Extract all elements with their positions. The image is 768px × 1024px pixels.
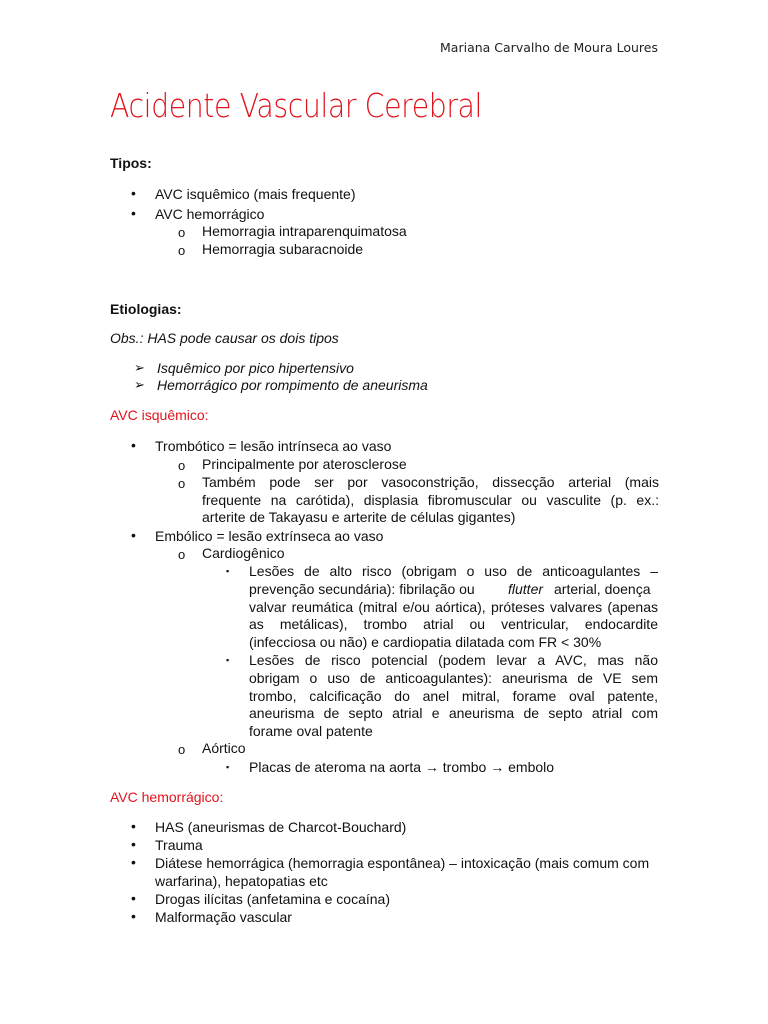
bullet-icon: • — [131, 437, 136, 453]
list-subsubitem-line: aneurisma de septo atrial e aneurisma de septo atrial com — [249, 705, 658, 721]
hemorragico-heading: AVC hemorrágico: — [110, 789, 224, 805]
arrow-bullet-icon: ➢ — [134, 377, 145, 392]
list-subitem-line: arterite de Takayasu e arterite de células gigantes) — [202, 509, 516, 525]
list-subsubitem-line: trombo, calcificação do anel mitral, forame oval patente, — [249, 688, 658, 704]
bullet-icon: • — [131, 890, 136, 906]
circle-bullet-icon: o — [178, 742, 186, 757]
bullet-icon: • — [131, 527, 136, 543]
list-subsubitem: Placas de ateroma na aorta → trombo → embolo — [249, 759, 555, 775]
square-bullet-icon: ▪ — [226, 566, 230, 576]
etiologias-heading: Etiologias: — [110, 301, 182, 317]
list-subitem: Hemorragia intraparenquimatosa — [202, 223, 407, 239]
list-item: Diátese hemorrágica (hemorragia espontânea) – intoxicação (mais comum com — [155, 855, 650, 871]
list-item: Embólico = lesão extrínseca ao vaso — [155, 528, 384, 544]
arrow-bullet-icon: ➢ — [134, 360, 145, 375]
obs-note: Obs.: HAS pode causar os dois tipos — [110, 330, 339, 346]
list-subsubitem-line: forame oval patente — [249, 723, 373, 739]
list-subitem-line: Também pode ser por vasoconstrição, dissecção arterial (mais — [202, 474, 659, 490]
list-subsubitem-line: obrigam o uso de anticoagulantes): aneurisma de VE sem — [249, 670, 658, 686]
circle-bullet-icon: o — [178, 547, 186, 562]
isquemico-heading: AVC isquêmico: — [110, 407, 209, 423]
tipos-heading: Tipos: — [110, 155, 152, 171]
circle-bullet-icon: o — [178, 225, 186, 240]
list-subsubitem-line: prevenção secundária): fibrilação ou — [249, 581, 475, 597]
bullet-icon: • — [131, 836, 136, 852]
square-bullet-icon: ▪ — [226, 655, 230, 665]
square-bullet-icon: ▪ — [226, 762, 230, 772]
flutter-term: flutter — [508, 581, 544, 597]
arrow-item: Isquêmico por pico hipertensivo — [157, 360, 354, 376]
list-item: Trauma — [155, 837, 203, 853]
list-subsubitem-line: valvar reumática (mitral e/ou aórtica), próteses valvares (apenas — [249, 599, 658, 615]
list-item: HAS (aneurismas de Charcot-Bouchard) — [155, 819, 407, 835]
list-subsubitem-line: Lesões de risco potencial (podem levar a AVC, mas não — [249, 652, 658, 668]
page-title: Acidente Vascular Cerebral — [110, 86, 482, 125]
bullet-icon: • — [131, 205, 136, 221]
list-subsubitem-line: arterial, doença — [554, 581, 651, 597]
list-item: AVC hemorrágico — [155, 206, 265, 222]
list-item-continuation: warfarina), hepatopatias etc — [155, 873, 328, 889]
list-subitem: Hemorragia subaracnoide — [202, 241, 364, 257]
circle-bullet-icon: o — [178, 458, 186, 473]
bullet-icon: • — [131, 908, 136, 924]
arrow-item: Hemorrágico por rompimento de aneurisma — [157, 377, 428, 393]
circle-bullet-icon: o — [178, 476, 186, 491]
list-subsubitem-line: as metálicas), trombo atrial ou ventricular, endocardite — [249, 616, 658, 632]
list-item: Malformação vascular — [155, 909, 292, 925]
list-item: AVC isquêmico (mais frequente) — [155, 186, 356, 202]
bullet-icon: • — [131, 854, 136, 870]
bullet-icon: • — [131, 185, 136, 201]
list-subitem: Aórtico — [202, 740, 246, 756]
author-name: Mariana Carvalho de Moura Loures — [440, 40, 658, 55]
list-subitem-line: frequente na carótida), displasia fibromuscular ou vasculite (p. ex.: — [202, 492, 659, 508]
list-subsubitem-line: Lesões de alto risco (obrigam o uso de anticoagulantes – — [249, 563, 658, 579]
list-subitem: Cardiogênico — [202, 545, 285, 561]
list-subitem: Principalmente por aterosclerose — [202, 456, 407, 472]
list-item: Drogas ilícitas (anfetamina e cocaína) — [155, 891, 390, 907]
circle-bullet-icon: o — [178, 243, 186, 258]
list-item: Trombótico = lesão intrínseca ao vaso — [155, 438, 392, 454]
bullet-icon: • — [131, 818, 136, 834]
list-subsubitem-line: (infecciosa ou não) e cardiopatia dilatada com FR < 30% — [249, 634, 602, 650]
